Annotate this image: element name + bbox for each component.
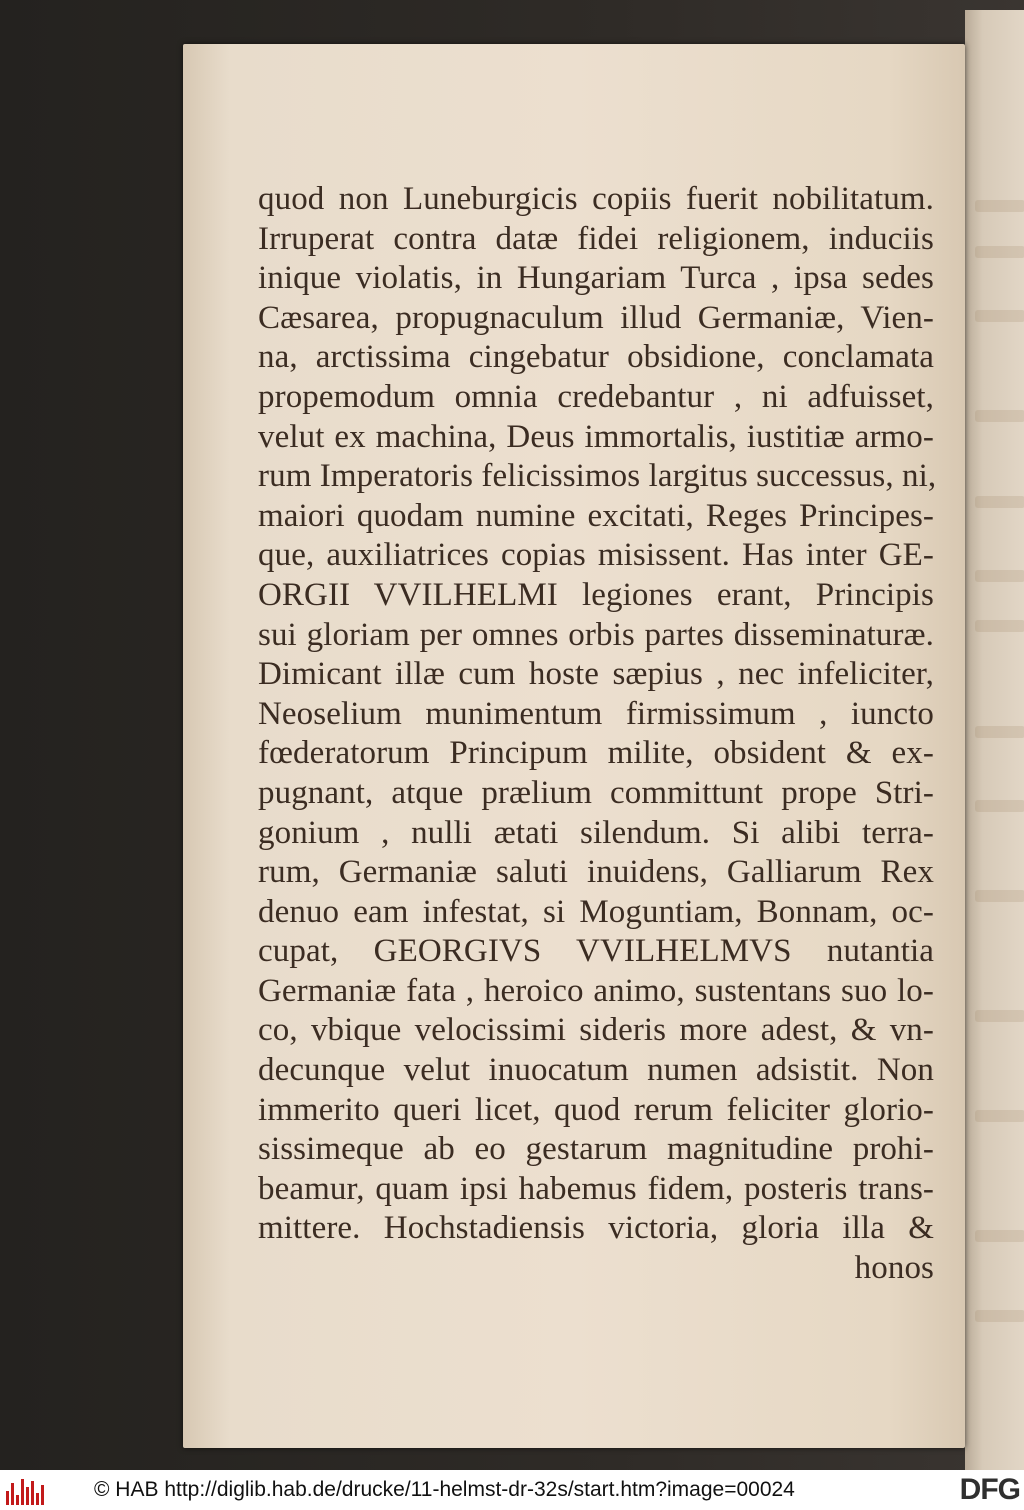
text-line: Neoselium munimentum firmissimum , iuncto xyxy=(258,695,934,732)
text-line: Germaniæ fata , heroico animo, sustentans suo lo- xyxy=(258,972,934,1009)
adjacent-page-edge xyxy=(965,10,1024,1470)
hab-logo-icon xyxy=(6,1475,54,1505)
text-line: co, vbique velocissimi sideris more adest, & vn- xyxy=(258,1012,934,1049)
text-line: ORGII VVILHELMI legiones erant, Principis xyxy=(258,576,934,613)
text-line: velut ex machina, Deus immortalis, iustitiæ armo- xyxy=(258,418,934,455)
text-line: inique violatis, in Hungariam Turca , ipsa sedes xyxy=(258,260,934,297)
text-line: beamur, quam ipsi habemus fidem, posteris trans- xyxy=(258,1170,934,1207)
text-line: gonium , nulli ætati silendum. Si alibi terra- xyxy=(258,814,934,851)
text-line: quod non Luneburgicis copiis fuerit nobilitatum. xyxy=(258,181,934,217)
text-line: pugnant, atque prælium committunt prope Stri- xyxy=(258,774,934,811)
text-line: propemodum omnia credebantur , ni adfuisset, xyxy=(258,378,934,415)
text-line: sissimeque ab eo gestarum magnitudine prohi- xyxy=(258,1131,934,1168)
page-text xyxy=(258,180,937,1289)
dfg-logo: DFG xyxy=(959,1473,1020,1506)
text-line: sui gloriam per omnes orbis partes disseminaturæ. xyxy=(258,616,934,653)
text-line: mittere. Hochstadiensis victoria, gloria illa & xyxy=(258,1210,934,1247)
text-line: rum, Germaniæ saluti inuidens, Galliarum Rex xyxy=(258,854,934,891)
footer-credit-link[interactable]: © HAB http://diglib.hab.de/drucke/11-helmst-dr-32s/start.htm?image=00024 xyxy=(94,1478,795,1501)
text-line: que, auxiliatrices copias misissent. Has inter GE- xyxy=(258,537,934,574)
text-line: na, arctissima cingebatur obsidione, conclamata xyxy=(258,339,934,376)
text-line: fœderatorum Principum milite, obsident & ex- xyxy=(258,735,934,772)
footer-bar xyxy=(0,1470,1024,1510)
text-line: cupat, GEORGIVS VVILHELMVS nutantia xyxy=(258,933,934,970)
text-line: maiori quodam numine excitati, Reges Principes- xyxy=(258,497,934,534)
catchword: honos xyxy=(854,1250,934,1287)
text-line: Cæsarea, propugnaculum illud Germaniæ, Vien- xyxy=(258,299,934,336)
text-line: immerito queri licet, quod rerum feliciter glorio- xyxy=(258,1091,934,1128)
text-line: decunque velut inuocatum numen adsistit. Non xyxy=(258,1052,934,1089)
text-line: Irruperat contra datæ fidei religionem, induciis xyxy=(258,220,934,257)
text-line: denuo eam infestat, si Moguntiam, Bonnam, oc- xyxy=(258,893,934,930)
text-line: rum Imperatoris felicissimos largitus successus, ni, xyxy=(258,458,937,495)
text-line: Dimicant illæ cum hoste sæpius , nec infeliciter, xyxy=(258,656,934,693)
